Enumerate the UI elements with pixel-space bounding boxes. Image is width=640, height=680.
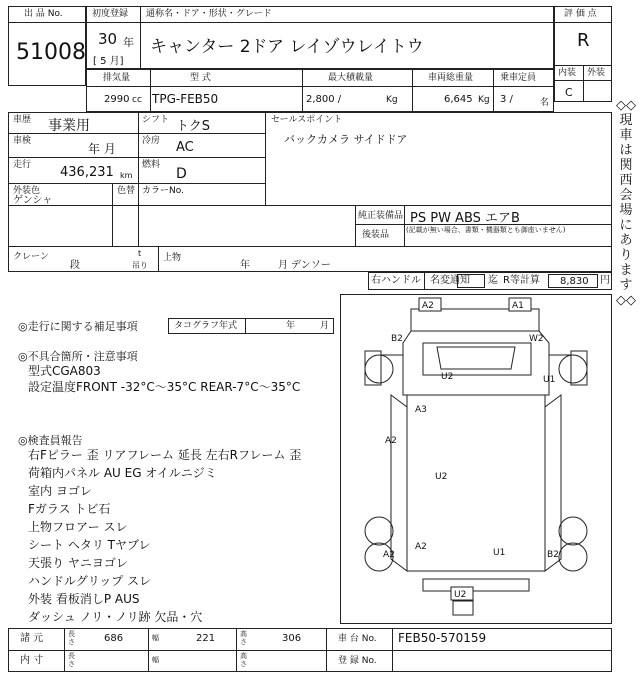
weight-unit: 円	[600, 275, 610, 286]
report-line: 右Fピラー 歪 リアフレーム 延長 左右Rフレーム 歪	[28, 448, 302, 462]
grade-value: R	[577, 30, 590, 51]
cooler: AC	[176, 140, 194, 155]
gross-weight-unit: Kg	[478, 95, 490, 105]
lot-number: 51008	[16, 40, 86, 65]
chassis-no: FEB50-570159	[398, 631, 487, 645]
svg-text:W2: W2	[529, 334, 544, 344]
svg-text:U2: U2	[435, 472, 448, 482]
tacho-month: 月	[320, 321, 330, 331]
vehicle-diagram	[340, 294, 612, 624]
crane-hang: 吊り	[132, 261, 148, 270]
exterior-label: 外装	[587, 68, 606, 78]
body-label: 上物	[163, 253, 182, 263]
interior-grade: C	[565, 86, 573, 99]
width-label: 幅	[152, 634, 159, 642]
cooler-label: 冷房	[142, 136, 161, 146]
report-line: 室内 ヨゴレ	[28, 484, 92, 498]
crane-label: クレーン	[13, 252, 49, 262]
length: 686	[104, 633, 124, 644]
interior-label: 内装	[558, 68, 577, 78]
defect-line-2: 設定温度FRONT -32°C～35°C REAR-7°C～35°C	[28, 380, 301, 394]
svg-text:A2: A2	[415, 542, 427, 552]
displacement-label: 排気量	[103, 73, 131, 83]
width: 221	[196, 633, 216, 644]
defect-line-1: 型式CGA803	[28, 364, 101, 378]
report-line: 外装 看板消しP AUS	[28, 592, 140, 606]
fuel-label: 燃料	[142, 160, 161, 170]
weight-cert: 8,830	[560, 276, 589, 287]
report-line: ダッシュ ノリ・ノリ跡 欠品・穴	[28, 610, 203, 624]
vehicle-name: キャンター 2ドア レイゾウレイトウ	[150, 37, 424, 57]
body-maker: デンソー	[291, 260, 331, 271]
svg-text:A3: A3	[415, 405, 427, 415]
report-line: 荷箱内パネル AU EG オイルニジミ	[28, 466, 217, 480]
svg-text:U2: U2	[454, 590, 467, 600]
svg-text:U2: U2	[441, 372, 454, 382]
tacho-year: 年	[286, 321, 296, 331]
name-change-label: 名変通知	[430, 275, 470, 286]
svg-text:A1: A1	[512, 301, 524, 311]
inspector-title: ◎検査員報告	[18, 434, 83, 447]
equip: PS PW ABS エアB	[410, 211, 520, 226]
aftermarket-label: 後装品	[362, 230, 390, 240]
mileage-label: 走行	[13, 160, 32, 170]
truck-diagram	[341, 295, 611, 623]
color: ゲンシャ	[13, 195, 53, 206]
svg-text:B2: B2	[547, 550, 559, 560]
report-line: ハンドルグリップ スレ	[28, 574, 152, 588]
gross-weight: 6,645	[444, 94, 473, 105]
fuel: D	[176, 166, 187, 182]
inner-width-label: 幅	[152, 656, 159, 664]
mileage: 436,231	[60, 165, 114, 180]
dereg-label: 迄	[488, 275, 498, 286]
reg-month: [ 5 月]	[93, 56, 124, 67]
model-label: 通称名・ドア・形状・グレード	[146, 9, 272, 19]
name-change-box	[457, 274, 485, 288]
shift: トクS	[176, 119, 210, 134]
aftermarket-note: (記載が無い場合、書類・機器類とも御座いません)	[406, 226, 566, 234]
inner-length-label: 長さ	[68, 652, 75, 668]
svg-text:B2: B2	[391, 334, 403, 344]
svg-text:U1: U1	[543, 375, 556, 385]
max-load: 2,800 /	[306, 94, 342, 105]
driving-title: ◎走行に関する補足事項	[18, 320, 138, 333]
color-label: 外装色	[13, 186, 41, 196]
weight-cert-label: R等計算	[503, 275, 540, 286]
height-label: 高さ	[240, 630, 247, 646]
inner-height-label: 高さ	[240, 652, 247, 668]
capacity-label: 乗車定員	[500, 73, 537, 83]
gross-weight-label: 車両総重量	[428, 73, 474, 83]
inner-label: 内 寸	[20, 655, 44, 666]
body-year: 年	[240, 260, 250, 271]
lot-label: 出 品 No.	[24, 9, 63, 19]
displacement: 2990	[104, 94, 130, 105]
reg-label: 登 録 No.	[338, 656, 377, 666]
max-load-unit: Kg	[386, 95, 398, 105]
svg-text:A2: A2	[383, 550, 395, 560]
first-reg-label: 初度登録	[92, 9, 129, 19]
capacity: 3 /	[500, 94, 513, 105]
reg-year: 30	[98, 30, 118, 48]
defect-title: ◎不具合箇所・注意事項	[18, 350, 138, 363]
history: 事業用	[48, 118, 90, 134]
km-unit: km	[120, 171, 133, 180]
svg-text:A2: A2	[422, 301, 434, 311]
crane-ton: t	[138, 249, 142, 258]
inspection: 年 月	[88, 142, 116, 156]
report-line: 上物フロアー スレ	[28, 520, 128, 534]
color-no-label: カラーNo.	[142, 186, 184, 196]
report-line: シート ヘタリ Tヤブレ	[28, 538, 151, 552]
height: 306	[282, 633, 302, 644]
chassis-label: 車 台 No.	[338, 634, 377, 644]
model-code: TPG-FEB50	[152, 92, 219, 106]
inspection-label: 車検	[13, 136, 32, 146]
tacho-label: タコグラフ年式	[174, 321, 238, 331]
crane-stage: 段	[70, 260, 80, 271]
body-month: 月	[278, 260, 288, 271]
dims-label: 諸 元	[20, 633, 44, 644]
svg-text:A2: A2	[385, 436, 397, 446]
length-label: 長さ	[68, 630, 75, 646]
max-load-label: 最大積載量	[328, 73, 374, 83]
handle: 右ハンドル	[371, 275, 421, 286]
reg-year-unit: 年	[123, 36, 134, 49]
model-code-label: 型 式	[190, 73, 211, 83]
grade-label: 評 価 点	[564, 9, 597, 19]
svg-text:U1: U1	[493, 548, 506, 558]
cc-unit: cc	[132, 95, 142, 105]
report-line: 天張り ヤニヨゴレ	[28, 556, 128, 570]
report-line: Fガラス トビ石	[28, 502, 111, 516]
history-label: 車歴	[13, 115, 32, 125]
color-change-label: 色替	[117, 186, 136, 196]
sales-point-label: セールスポイント	[271, 115, 343, 125]
shift-label: シフト	[142, 115, 170, 125]
equip-label: 純正装備品	[358, 211, 404, 221]
sales-point: バックカメラ サイドドア	[284, 133, 408, 146]
venue-note: ◇◇現車は関西会場にあります◇◇	[616, 98, 636, 308]
capacity-unit: 名	[540, 98, 550, 108]
